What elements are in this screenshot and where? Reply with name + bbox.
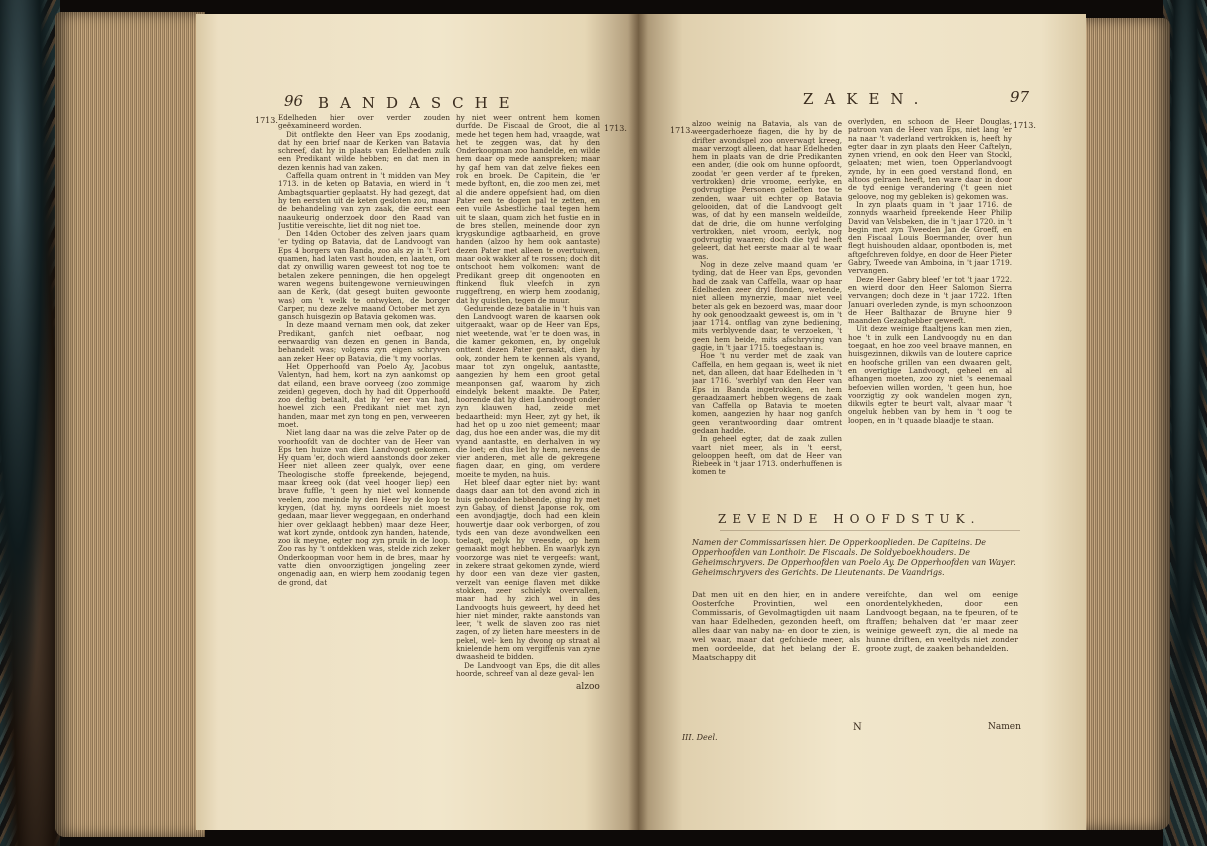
- paragraph: Deze Heer Gabry bleef 'er tot 't jaar 1722. en wierd door den Heer Salomon Sierra vervangen; doch deze in 't jaar 1722. 1ften Januari overleden zynde, is myn schoonzoon de Heer Balthazar de Bruyne hier 9 maanden Gezaghebber geweeft.: [848, 274, 1012, 326]
- paragraph: Gedurende deze batalie in 't huis van den Landvoogt waren de kaarsen ook uitgeraakt, waar op de Heer van Eps, niet weetende, wat 'er te doen was, in die kamer gekomen, en, by ongeluk onttent dezen Pater geraakt, dien hy ook, zonder hem te kennen als vyand, maar tot zyn ongeluk, aantastte, aangezien hy hem een groot getal meanponsen gaf, waarom hy zich eindelyk bekent maakte. De Pater, hoorende dat hy dien Landvoogt onder zyn klauwen had, zeide met bedaartheid: myn Heer, zyt gy het, ik had het op u zoo niet gemeent; maar dag, dus hoe een ander was, die my dit vyand aantastte, en derhalven in wy die loet; en dus liet hy hem, nevens de vier anderen, met alle de gekregene fiagen daar, en ging, om verdere moeite te myden, na huis.: [456, 303, 600, 479]
- margin-year: 1713.: [1013, 121, 1036, 130]
- book-gutter: [628, 14, 648, 830]
- page-edges-left: [55, 12, 205, 837]
- paragraph: De Landvoogt van Eps, die dit alles hoorde, schreef van al deze geval- len: [456, 660, 600, 678]
- running-head-left: BANDASCHE: [318, 94, 521, 112]
- paragraph: Edelheden hier over verder zouden geëxamineerd worden.: [278, 114, 450, 131]
- chapter-summary: Namen der Commissarissen hier. De Opperkooplieden. De Capiteins. De Opperhoofden van Lonthoir. De Fiscaals. De Soldyeboekhouders. De Geheimschryvers. De Opperhoofden van Poelo Ay. De Opperhoofden van Wayer. Geheimschryvers des Gerichts. De Lieutenants. De Vaandrigs.: [692, 538, 1016, 577]
- paragraph: Het Opperhoofd van Poelo Ay, Jacobus Valentyn, had hem, kort na zyn aankomst op dat eiland, een brave oorveeg (zoo zommige zeiden) gegeven, doch hy had dit Opperhoofd zoo deftig betaalt, dat hy 'er eer van had, hoewel zich een Predikant niet met zyn handen, maar met zyn tong en pen, verweeren moet.: [278, 361, 450, 429]
- left-page-column-1: [278, 114, 450, 587]
- page-number-right: 97: [1010, 88, 1030, 106]
- chapter-title: ZEVENDE HOOFDSTUK.: [718, 512, 981, 526]
- chapter-intro-column-2: vereifchte, dan wel om eenige onordentelykheden, door een Landvoogt begaan, na te fpeuren, of te ftraffen; behalven dat 'er maar zeer weinige geweeft zyn, die al mede na hunne driften, en veeltyds niet zonder groote zugt, de zaaken behandelden.: [866, 590, 1018, 653]
- paragraph: In geheel egter, dat de zaak zullen vaart niet meer, als in 't eerst, gelooppen heeft, om dat de Heer van Riebeek in 't jaar 1713. onderhuffenen is komen te: [692, 434, 842, 477]
- paragraph: Niet lang daar na was die zelve Pater op de voorhoofdt van de dochter van de Heer van Eps ten huize van dien Landvoogt gekomen. Hy quam 'er, doch wierd aanstonds door zeker Heer niet alleen zeer qualyk, over eene Theologische stoffe fpreekende, bejegend, maar kreeg ook (dat veel hooger liep) een brave fuffle, 't geen hy niet wel konnende veelen, zoo meinde hy den Heer by de kop te krygen, (dat hy, myns oordeels niet moest gedaan, maar liever weggegaan, en onderhand hier over geklaagt hebben) maar deze Heer, wat kort zynde, ontdook zyn handen, hatende, zoo ik meyne, egter nog zyn pruik in de loop. Zoo ras hy 't ontdekken was, stelde zich zeker Onderkoopman voor hem in de bres, maar hy vatte dien onvoorzigtigen jongeling zeer ongenadig aan, en wierp hem zoodanig tegen de grond, dat: [278, 428, 450, 587]
- right-page-column-2: [848, 118, 1012, 425]
- right-page-column-1: [692, 120, 842, 477]
- page-number-left: 96: [284, 92, 304, 110]
- running-head-right: ZAKEN.: [803, 90, 930, 108]
- paragraph: Den 14den October des zelven jaars quam 'er tyding op Batavia, dat de Landvoogt van Eps 4 borgers van Banda, zoo als zy in 't Fort quamen, had laten vast houden, en laaten, om dat zy onwillig waren geweest tot nog toe te betalen zekere penningen, die hen opgelegt waren wegens buitengewone vernieuwingen aan de Kerk, (dat gesegt buiten gewoonte was) om 't welk te ontwyken, de borger Carper, nu deze zelve maand October met zyn gansch huisgezin op Batavia gekomen was.: [278, 229, 450, 322]
- paragraph: hy niet weer ontrent hem komen durfde. De Fiscaal de Groot, die al mede het tegen hem had, vraagde, wat het te zeggen was, dat hy den Onderkoopman zoo handelde, en wilde hem daar op mede aanspreken; maar hy gaf hem van dat zelve fiekes een rok en broek. De Capitein, die 'er mede byftont, en, die zoo men zei, met al die andere oppefsient had, om dien Pater een te dogen pal te zetten, en een vuile Asbestliche taal tegen hem uit te slaan, quam zich het fustie en in de bres stellen, meinende door zyn krygskundige agtbaarheid, en grove handen (alzoo hy hem ook aantaste) dezen Pater met alleen te overtuiwen, maar ook wakker af te rossen; doch dit ontschoot hem volkomen: want de Predikant greep dit ongenooten en ftinkend fluk vleefch in zyn ruggeftreng, en wierp hem zoodanig, dat hy quistlen, tegen de muur.: [456, 114, 600, 305]
- margin-year: 1713.: [255, 116, 278, 125]
- margin-year: 1713.: [670, 126, 693, 135]
- signature-letter: N: [853, 722, 862, 733]
- margin-year: 1713.: [604, 124, 627, 133]
- paragraph: Caffella quam ontrent in 't midden van Mey 1713. in de keten op Batavia, en wierd in 't Ambagtsquartier geplaatst. Hy had gezegt, dat hy ten eersten uit de keten gesloten zou, maar de behandeling van zyn zaak, die eerst een naaukeurig onderzoek door den Raad van Justitie vereischte, liet dit nog niet toe.: [278, 171, 450, 230]
- paragraph: In deze maand vernam men ook, dat zeker Predikant, ganfch niet oefbaar, nog eerwaardig van dezen en genen in Banda, behandelt was; volgens zyn eigen schryven aan zeker Heer op Batavia, die 't my voorlas.: [278, 320, 450, 363]
- signature-volume: III. Deel.: [682, 733, 718, 742]
- paragraph: Nog in deze zelve maand quam 'er tyding, dat de Heer van Eps, gevonden had de zaak van Caffella, waar op haar Edelheden zeer dryl flonden, wetende, niet alleen mynerzie, maar niet veel beter als gek en bezoerd was, maar door hy ook genoodzaakt geweest is, om in 't jaar 1714. ontflag van zyne bediening, mits verblyvende daar, te verzoeken, 't geen hem beide, mits afschryving van gagie, in 't jaar 1715. toegestaan is.: [692, 260, 842, 353]
- left-page-column-2: [456, 114, 600, 678]
- marble-background-left: [0, 0, 60, 846]
- paragraph: Dit ontflekte den Heer van Eps zoodanig, dat hy een brief naar de Kerken van Batavia schreef, dat hy in plaats van Edelheden zulk een Predikant wilde hebben; en dat men in dezen kennis had van zaken.: [278, 129, 450, 172]
- paragraph: In zyn plaats quam in 't jaar 1716. de zonnyds waarheid fpreekende Heer Philip David van Velsbeken, die in 't jaar 1720. in 't begin met zyn Tweeden Jan de Groeff, en den Fiscaal Louis Boermander, over hun flegt huishouden aldaar, opontboden is, met aftgefchreven foldye, en door de Heer Pieter Gabry, Tweede van Amboina, in 't jaar 1719. vervangen.: [848, 199, 1012, 276]
- page-edges-right: [1080, 18, 1170, 830]
- paragraph: Uit deze weinige ftaaltjens kan men zien, hoe 't in zulk een Landvoogdy nu en dan toegaat, en hoe zoo veel braave mannen, en huisgezinnen, dikwils van de loutere caprice en hoofsche grillen van een dwaaren gelt, en overigtige Landvoogt, geheel en al afhangen moeten, zoo zy niet 's eenemaal befoevien willen worden, 't geen hun, hoe voorzigtig zy ook wandelen mogen zyn, dikwils egter te beurt valt, alvaar maar 't ongeluk hebben van by hem in 't oog te loopen, en in 't quaade blaadje te staan.: [848, 324, 1012, 425]
- catchword-left: alzoo: [576, 682, 600, 692]
- catchword-right: Namen: [988, 722, 1021, 732]
- paragraph: alzoo weinig na Batavia, als van de weergaderhoeze fiagen, die hy by de drifter avondspel zoo onverwagt kreeg, maar verzogt alleen, dat haar Edelheden hem in plaats van de drie Predikanten een ander, (die ook om hunne opfoordt, zoodat 'er geen verder af te fpreken, vertrokken) drie vroome, eerlyke, en godvrugtige Personen gelieften toe te zenden, waar uit echter op Batavia gelooiden, dat of die Landvoogt gelt was, of dat hy een manseln weldeilde, dat de drie, die om hunne verfolging vertrokken, niet vroom, eerlyk, nog godvrugtig waaren; doch die tyd heeft geleert, dat het eerste maar al te waar was.: [692, 120, 842, 261]
- paragraph: Het bleef daar egter niet by: want daags daar aan tot den avond zich in huis gehouden hebbende, ging hy met zyn Gabay, of dienst Japonse rok, om een avondjagtje, doch had een klein houwertje daar ook verborgen, of zou tyds een van deze avondwelken een toelagt, gelyk hy vreesde, op hem gemaakt mogt hebben. En waarlyk zyn voorzorge was niet te vergeefs: want, in zekere straat gekomen zynde, wierd hy door een van deze vier gasten, verzelt van eenige flaven met dikke stokken, zeer schielyk overvallen, maar had hy zich wel in des Landvoogts huis geweert, hy deed het hier niet minder, rakte aanstonds van leer, 't welk de slaven zoo ras niet zagen, of zy lieten hare meesters in de pekel, wel- ken hy dwong op straat al knielende hem om vergiffenis van zyne dwaasheid te bidden.: [456, 478, 600, 662]
- chapter-intro-column-1: Dat men uit en den hier, en in andere Oosterfche Provintien, wel een Commissaris, of Gevolmagtigden uit naam van haar Edelheden, gezonden heeft, om alles daar van naby na- en door te zien, is wel waar, maar dat gefchiede meer, als men oordeelde, dat het belang der E. Maatschappy dit: [692, 590, 860, 662]
- paragraph: overlyden, en schoon de Heer Douglas, patroon van de Heer van Eps, niet lang 'er na naar 't vaderland vertrokken is, heeft hy egter daar in zyn plaats den Heer Caftelyn, zynen vriend, en ook den Heer van Stockl, gelaaten; met wien, toen Opperlandvoogt zynde, hy in een goed verstand flond, en altoos gelraen heeft, ten ware daar in door de tyd eenige verandering ('t geen niet geloove, nog my gebleken is) gekomen was.: [848, 118, 1012, 201]
- paragraph: Hoe 't nu verder met de zaak van Caffella, en hem gegaan is, weet ik niet net, dan alleen, dat haar Edelheden in 't jaar 1716. 'sverblyf van den Heer van Eps in Banda ingetrokken, en hem geraadzaamert hebben wegens de zaak van Caffella op Batavia te moeten komen, aangezien hy haar nog ganfch geen verantwoording daar omtrent gedaan hadde.: [692, 351, 842, 435]
- divider: [720, 530, 1020, 531]
